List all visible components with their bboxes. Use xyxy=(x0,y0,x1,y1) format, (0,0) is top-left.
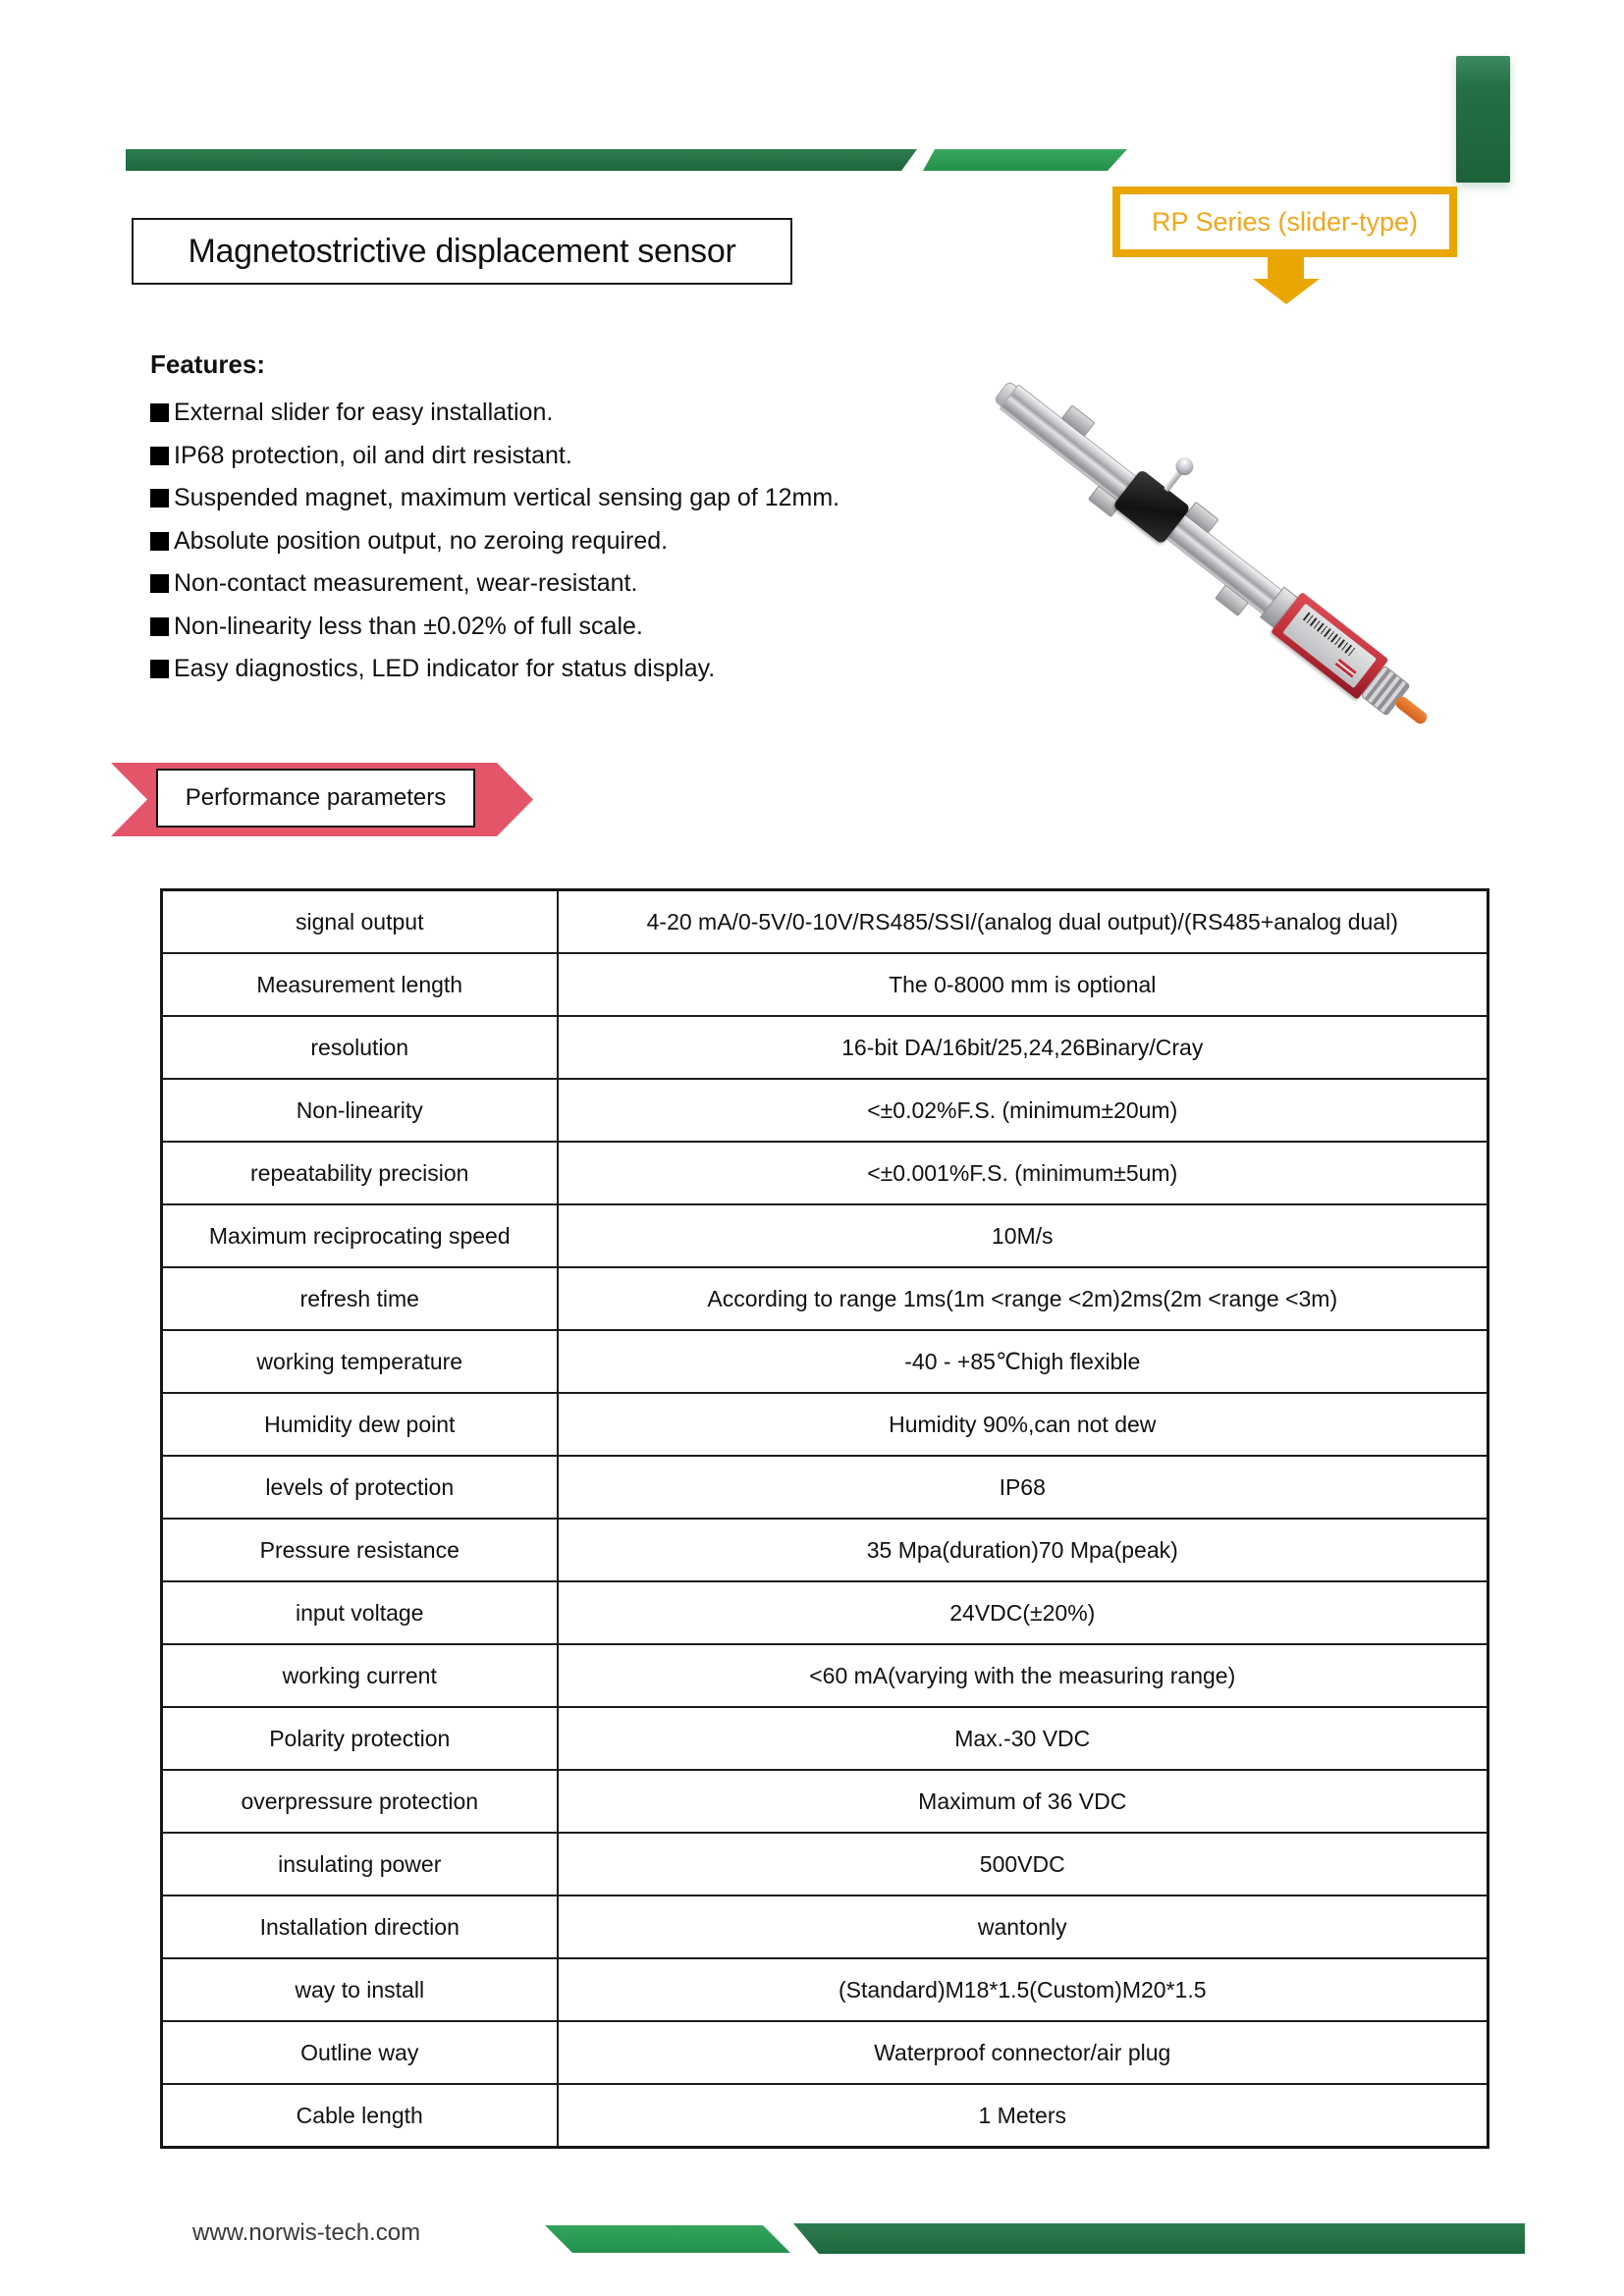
param-value-cell: Humidity 90%,can not dew xyxy=(558,1393,1489,1456)
down-arrow-head-icon xyxy=(1253,279,1320,304)
param-name-cell: Measurement length xyxy=(162,953,558,1016)
feature-text: Non-linearity less than ±0.02% of full scale. xyxy=(174,612,643,640)
performance-banner-box xyxy=(156,769,475,828)
param-name-cell: Outline way xyxy=(162,2021,558,2084)
table-row xyxy=(162,1142,1489,1204)
param-name-cell: working temperature xyxy=(162,1330,558,1393)
feature-item xyxy=(150,648,1034,691)
param-name-cell: Maximum reciprocating speed xyxy=(162,1204,558,1267)
table-row xyxy=(162,953,1489,1016)
table-row xyxy=(162,1896,1489,1958)
square-bullet-icon xyxy=(150,489,169,507)
table-row xyxy=(162,1581,1489,1644)
parameters-table-body xyxy=(162,890,1489,2148)
footer-bar-main xyxy=(793,2223,1525,2254)
param-name-cell: insulating power xyxy=(162,1833,558,1896)
page-title: Magnetostrictive displacement sensor xyxy=(188,232,736,270)
table-row xyxy=(162,1644,1489,1707)
table-row xyxy=(162,1079,1489,1142)
param-name-cell: input voltage xyxy=(162,1581,558,1644)
param-value-cell: Max.-30 VDC xyxy=(558,1707,1489,1770)
top-bar-vertical xyxy=(1456,56,1510,183)
feature-text: Absolute position output, no zeroing required. xyxy=(174,526,669,555)
param-value-cell: 16-bit DA/16bit/25,24,26Binary/Cray xyxy=(558,1016,1489,1079)
table-row xyxy=(162,2021,1489,2084)
features-list xyxy=(150,392,1034,691)
square-bullet-icon xyxy=(150,574,169,593)
param-value-cell: wantonly xyxy=(558,1896,1489,1958)
param-value-cell: According to range 1ms(1m <range <2m)2ms(2m <range <3m) xyxy=(558,1267,1489,1330)
footer-website: www.norwis-tech.com xyxy=(192,2219,421,2246)
param-name-cell: refresh time xyxy=(162,1267,558,1330)
param-value-cell: Waterproof connector/air plug xyxy=(558,2021,1489,2084)
parameters-table xyxy=(160,888,1489,2149)
table-row xyxy=(162,1330,1489,1393)
table-row xyxy=(162,1016,1489,1079)
product-photo xyxy=(982,324,1551,736)
square-bullet-icon xyxy=(150,403,169,422)
param-value-cell: <±0.001%F.S. (minimum±5um) xyxy=(558,1142,1489,1204)
param-name-cell: Polarity protection xyxy=(162,1707,558,1770)
feature-item xyxy=(150,562,1034,606)
square-bullet-icon xyxy=(150,447,169,465)
feature-item xyxy=(150,392,1034,435)
table-row xyxy=(162,1833,1489,1896)
sensor-label xyxy=(1282,604,1377,689)
label-red-mark xyxy=(1334,659,1357,679)
param-value-cell: 35 Mpa(duration)70 Mpa(peak) xyxy=(558,1519,1489,1581)
param-value-cell: 4-20 mA/0-5V/0-10V/RS485/SSI/(analog dual output)/(RS485+analog dual) xyxy=(558,890,1489,954)
table-row xyxy=(162,1267,1489,1330)
param-value-cell: The 0-8000 mm is optional xyxy=(558,953,1489,1016)
param-name-cell: overpressure protection xyxy=(162,1770,558,1833)
table-row xyxy=(162,1770,1489,1833)
top-bar-accent xyxy=(923,149,1127,171)
feature-text: Suspended magnet, maximum vertical sensing gap of 12mm. xyxy=(174,484,840,512)
feature-item xyxy=(150,520,1034,563)
square-bullet-icon xyxy=(150,617,169,636)
param-name-cell: Humidity dew point xyxy=(162,1393,558,1456)
feature-text: Non-contact measurement, wear-resistant. xyxy=(174,569,638,598)
table-row xyxy=(162,1958,1489,2021)
barcode-icon xyxy=(1303,612,1355,656)
table-row xyxy=(162,890,1489,954)
features-section xyxy=(150,349,1034,691)
table-row xyxy=(162,1393,1489,1456)
param-value-cell: 1 Meters xyxy=(558,2084,1489,2148)
param-name-cell: signal output xyxy=(162,890,558,954)
table-row xyxy=(162,1456,1489,1519)
param-name-cell: Pressure resistance xyxy=(162,1519,558,1581)
top-bar-main xyxy=(126,149,917,171)
footer-bar-accent xyxy=(545,2225,790,2253)
param-value-cell: 500VDC xyxy=(558,1833,1489,1896)
features-heading: Features: xyxy=(150,349,266,379)
table-row xyxy=(162,2084,1489,2148)
param-value-cell: 24VDC(±20%) xyxy=(558,1581,1489,1644)
sensor-assembly xyxy=(982,361,1454,757)
param-value-cell: <±0.02%F.S. (minimum±20um) xyxy=(558,1079,1489,1142)
table-row xyxy=(162,1519,1489,1581)
param-name-cell: resolution xyxy=(162,1016,558,1079)
param-name-cell: repeatability precision xyxy=(162,1142,558,1204)
square-bullet-icon xyxy=(150,532,169,551)
feature-text: IP68 protection, oil and dirt resistant. xyxy=(174,441,572,469)
feature-item xyxy=(150,606,1034,649)
feature-text: External slider for easy installation. xyxy=(174,399,554,427)
param-value-cell: <60 mA(varying with the measuring range) xyxy=(558,1644,1489,1707)
param-name-cell: way to install xyxy=(162,1958,558,2021)
square-bullet-icon xyxy=(150,660,169,678)
table-row xyxy=(162,1707,1489,1770)
cable-tip xyxy=(1393,694,1429,725)
feature-item xyxy=(150,477,1034,520)
param-name-cell: Installation direction xyxy=(162,1896,558,1958)
down-arrow-icon xyxy=(1268,255,1304,279)
param-name-cell: Non-linearity xyxy=(162,1079,558,1142)
feature-item xyxy=(150,435,1034,478)
param-value-cell: -40 - +85℃high flexible xyxy=(558,1330,1489,1393)
performance-banner-label: Performance parameters xyxy=(185,784,447,811)
series-badge xyxy=(1112,187,1457,257)
param-name-cell: Cable length xyxy=(162,2084,558,2148)
param-name-cell: working current xyxy=(162,1644,558,1707)
param-name-cell: levels of protection xyxy=(162,1456,558,1519)
param-value-cell: 10M/s xyxy=(558,1204,1489,1267)
series-badge-label: RP Series (slider-type) xyxy=(1151,206,1419,237)
table-row xyxy=(162,1204,1489,1267)
feature-text: Easy diagnostics, LED indicator for status display. xyxy=(174,655,716,683)
param-value-cell: IP68 xyxy=(558,1456,1489,1519)
param-value-cell: Maximum of 36 VDC xyxy=(558,1770,1489,1833)
page-title-box xyxy=(132,218,792,285)
param-value-cell: (Standard)M18*1.5(Custom)M20*1.5 xyxy=(558,1958,1489,2021)
